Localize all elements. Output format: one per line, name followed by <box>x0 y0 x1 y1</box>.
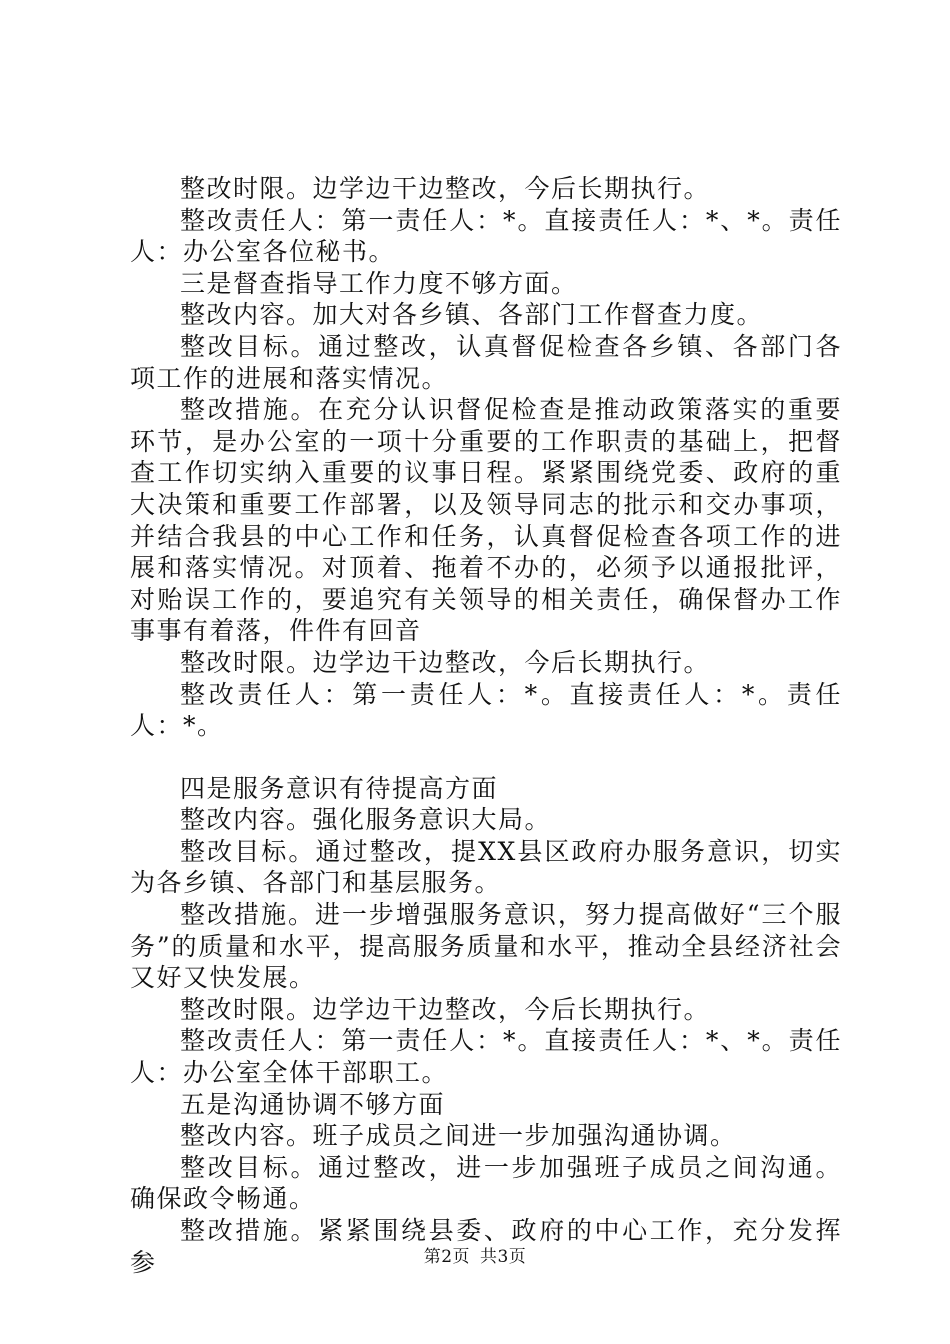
paragraph: 整改时限。边学边干边整改，今后长期执行。 <box>180 647 711 677</box>
paragraph: 整改内容。班子成员之间进一步加强沟通协调。 <box>180 1121 737 1151</box>
page-number: 第2页 <box>423 1247 471 1267</box>
section-heading: 五是沟通协调不够方面 <box>180 1089 446 1119</box>
document-body <box>130 173 842 1278</box>
paragraph: 整改时限。边学边干边整改，今后长期执行。 <box>180 994 711 1024</box>
paragraph: 整改责任人：第一责任人：*。直接责任人：*。责任人：*。 <box>130 679 842 741</box>
section-heading: 四是服务意识有待提高方面 <box>180 773 499 803</box>
paragraph: 整改内容。加大对各乡镇、各部门工作督查力度。 <box>180 300 764 330</box>
paragraph: 整改内容。强化服务意识大局。 <box>180 805 552 835</box>
paragraph: 整改责任人：第一责任人：*。直接责任人：*、*。责任人：办公室全体干部职工。 <box>130 1026 842 1088</box>
paragraph: 整改措施。在充分认识督促检查是推动政策落实的重要环节，是办公室的一项十分重要的工作职责的基础上，把督查工作切实纳入重要的议事日程。紧紧围绕党委、政府的重大决策和重要工作部署，以及领导同志的批示和交办事项，并结合我县的中心工作和任务，认真督促检查各项工作的进展和落实情况。对顶着、拖着不办的，必须予以通报批评，对贻误工作的，要追究有关领导的相关责任，确保督办工作事事有着落，件件有回音 <box>130 395 842 646</box>
page-total: 共3页 <box>479 1247 527 1267</box>
paragraph: 整改目标。通过整改，提XX县区政府办服务意识，切实为各乡镇、各部门和基层服务。 <box>130 836 842 898</box>
paragraph: 整改目标。通过整改，认真督促检查各乡镇、各部门各项工作的进展和落实情况。 <box>130 331 842 393</box>
paragraph: 整改措施。进一步增强服务意识，努力提高做好“三个服务”的质量和水平，提高服务质量和水平，推动全县经济社会又好又快发展。 <box>130 900 842 993</box>
paragraph: 整改目标。通过整改，进一步加强班子成员之间沟通。确保政令畅通。 <box>130 1152 842 1214</box>
section-heading: 三是督查指导工作力度不够方面。 <box>180 268 578 298</box>
paragraph: 整改责任人：第一责任人：*。直接责任人：*、*。责任人：办公室各位秘书。 <box>130 205 842 267</box>
paragraph: 整改时限。边学边干边整改，今后长期执行。 <box>180 174 711 203</box>
paragraph: 整改措施。紧紧围绕县委、政府的中心工作，充分发挥参 <box>130 1216 842 1277</box>
page-footer <box>0 1242 950 1267</box>
